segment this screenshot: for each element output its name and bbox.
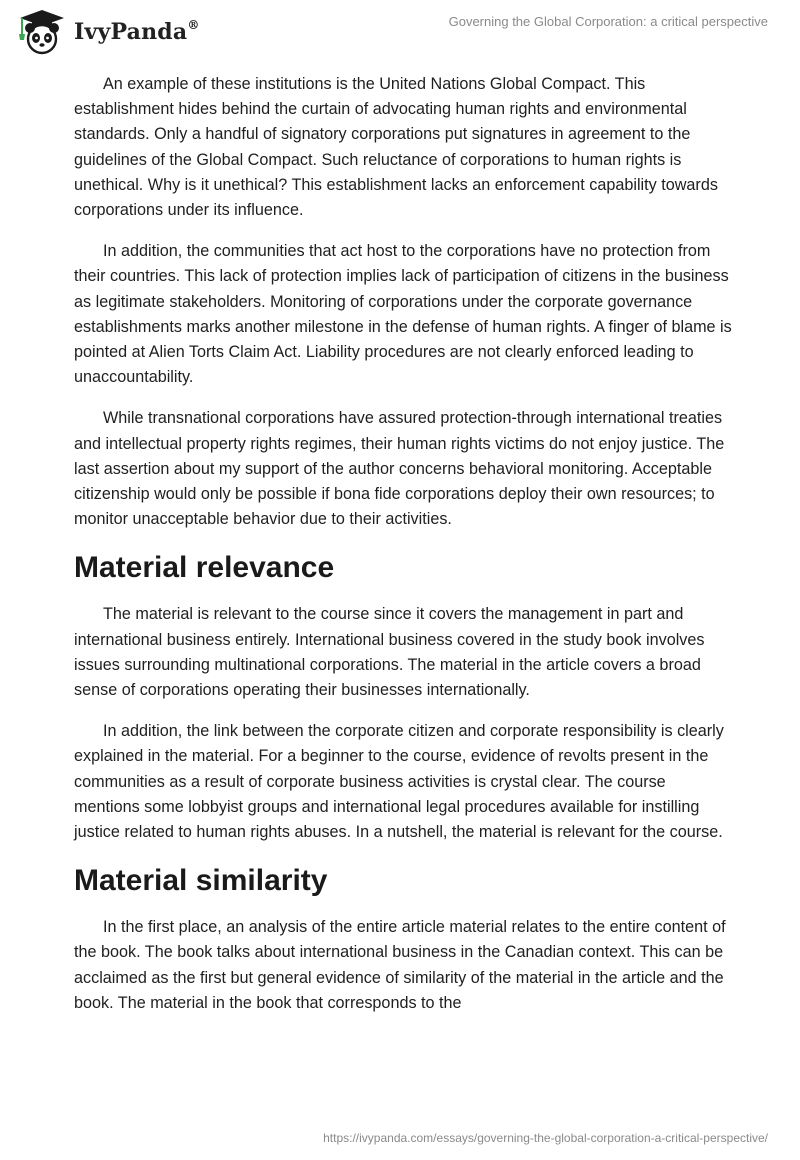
paragraph: The material is relevant to the course since it covers the management in part and international business entirely. International business covered in the study book involves issues surrounding multinational corporations. The material in the article covers a broad sense of corporations operating their businesses internationally. [74,605,705,700]
page-header [0,0,800,60]
brand-name: IvyPanda® [74,17,200,45]
section-heading-material-similarity: Material similarity [74,864,328,898]
paragraph: An example of these institutions is the United Nations Global Compact. This establishment hides behind the curtain of advocating human rights and environmental standards. Only a handful of signatory corporations put signatures in agreement to the guidelines of the Global Compact. Such reluctance of corporations to human rights is unethical. Why is it unethical? This establishment lacks an enforcement capability towards corporations under its influence. [74,75,718,220]
panda-graduate-icon [12,8,68,56]
paragraph: While transnational corporations have assured protection-through international treaties and intellectual property rights regimes, their human rights victims do not enjoy justice. The last assertion about my support of the author concerns behavioral monitoring. Acceptable citizenship would only be possible if bona fide corporations deploy their own resources; to monitor unacceptable behavior due to their activities. [74,409,725,529]
paragraph: In addition, the link between the corporate citizen and corporate responsibility is clearly explained in the material. For a beginner to the course, evidence of revolts present in the communities as a result of corporate business activities is crystal clear. The course mentions some lobbyist groups and international legal procedures available for instilling justice related to human rights abuses. In a nutshell, the material is relevant for the course. [74,722,724,842]
section-heading-material-relevance: Material relevance [74,551,335,585]
paragraph: In the first place, an analysis of the entire article material relates to the entire content of the book. The book talks about international business in the Canadian context. This can be acclaimed as the first but general evidence of similarity of the material in the article and the book. The material in the book that corresponds to the [74,918,726,1012]
paragraph: In addition, the communities that act host to the corporations have no protection from their countries. This lack of protection implies lack of participation of citizens in the business as legitimate stakeholders. Monitoring of corporations under the corporate governance establishments marks another milestone in the defense of human rights. A finger of blame is pointed at Alien Torts Claim Act. Liability procedures are not clearly enforced leading to unaccountability. [74,242,732,387]
ivypanda-logo[interactable] [12,8,200,56]
essay-content [74,72,734,1032]
document-title: Governing the Global Corporation: a critical perspective [448,14,768,29]
source-url[interactable]: https://ivypanda.com/essays/governing-the-global-corporation-a-critical-perspective/ [323,1131,768,1145]
